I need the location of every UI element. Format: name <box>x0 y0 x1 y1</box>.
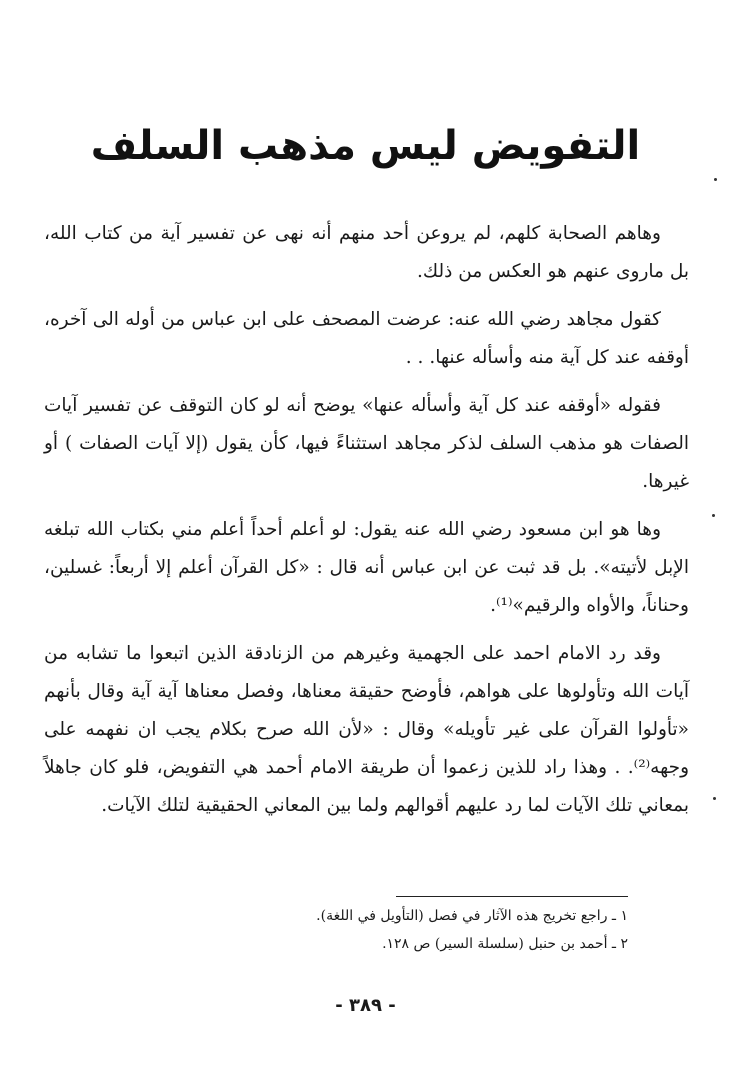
paragraph-5: وقد رد الامام احمد على الجهمية وغيرهم من الزنادقة الذين اتبعوا ما تشابه من آيات الله وتأولوها على هواهم، فأوضح حقيقة معناها، وفصل معناها آية آية وقال بأنهم «تأولوا القرآن على غير تأويله» وقال : «لأن الله صرح بكلام يجب ان نفهمه على وجهه⁽²⁾. . وهذا راد للذين زعموا أن طريقة الامام أحمد هي التفويض، فلو كان جاهلاً بمعاني تلك الآيات لما رد عليهم أقوالهم ولما بين المعاني الحقيقية لتلك الآيات. <box>44 643 689 816</box>
body-text <box>44 215 689 835</box>
footnote-divider <box>396 896 628 897</box>
footnote-1: ١ ـ راجع تخريج هذه الآثار في فصل (التأويل في اللغة). <box>316 908 628 924</box>
scan-speck <box>712 514 715 517</box>
scan-speck <box>713 797 716 800</box>
paragraph-3: فقوله «أوقفه عند كل آية وأسأله عنها» يوضح أنه لو كان التوقف عن تفسير آيات الصفات هو مذهب السلف لذكر مجاهد استثناءً فيها، كأن يقول (إلا آيات الصفات ) أو غيرها. <box>44 395 689 492</box>
paragraph-4: وها هو ابن مسعود رضي الله عنه يقول: لو أعلم أحداً أعلم مني بكتاب الله تبلغه الإبل لأتيته». بل قد ثبت عن ابن عباس أنه قال : «كل القرآن أعلم إلا أربعاً: غسلين، وحناناً، والأواه والرقيم»⁽¹⁾. <box>44 519 689 616</box>
scan-speck <box>714 178 717 181</box>
paragraph-2: كقول مجاهد رضي الله عنه: عرضت المصحف على ابن عباس من أوله الى آخره، أوقفه عند كل آية منه وأسأله عنها. . . <box>44 309 689 368</box>
chapter-title: التفويض ليس مذهب السلف <box>90 123 641 169</box>
paragraph-1: وهاهم الصحابة كلهم، لم يروعن أحد منهم أنه نهى عن تفسير آية من كتاب الله، بل ماروى عنهم هو العكس من ذلك. <box>44 223 689 282</box>
page-number: - ٣٨٩ - <box>335 995 396 1016</box>
footnote-2: ٢ ـ أحمد بن حنبل (سلسلة السير) ص ١٢٨. <box>382 936 628 952</box>
footnotes <box>200 902 628 958</box>
